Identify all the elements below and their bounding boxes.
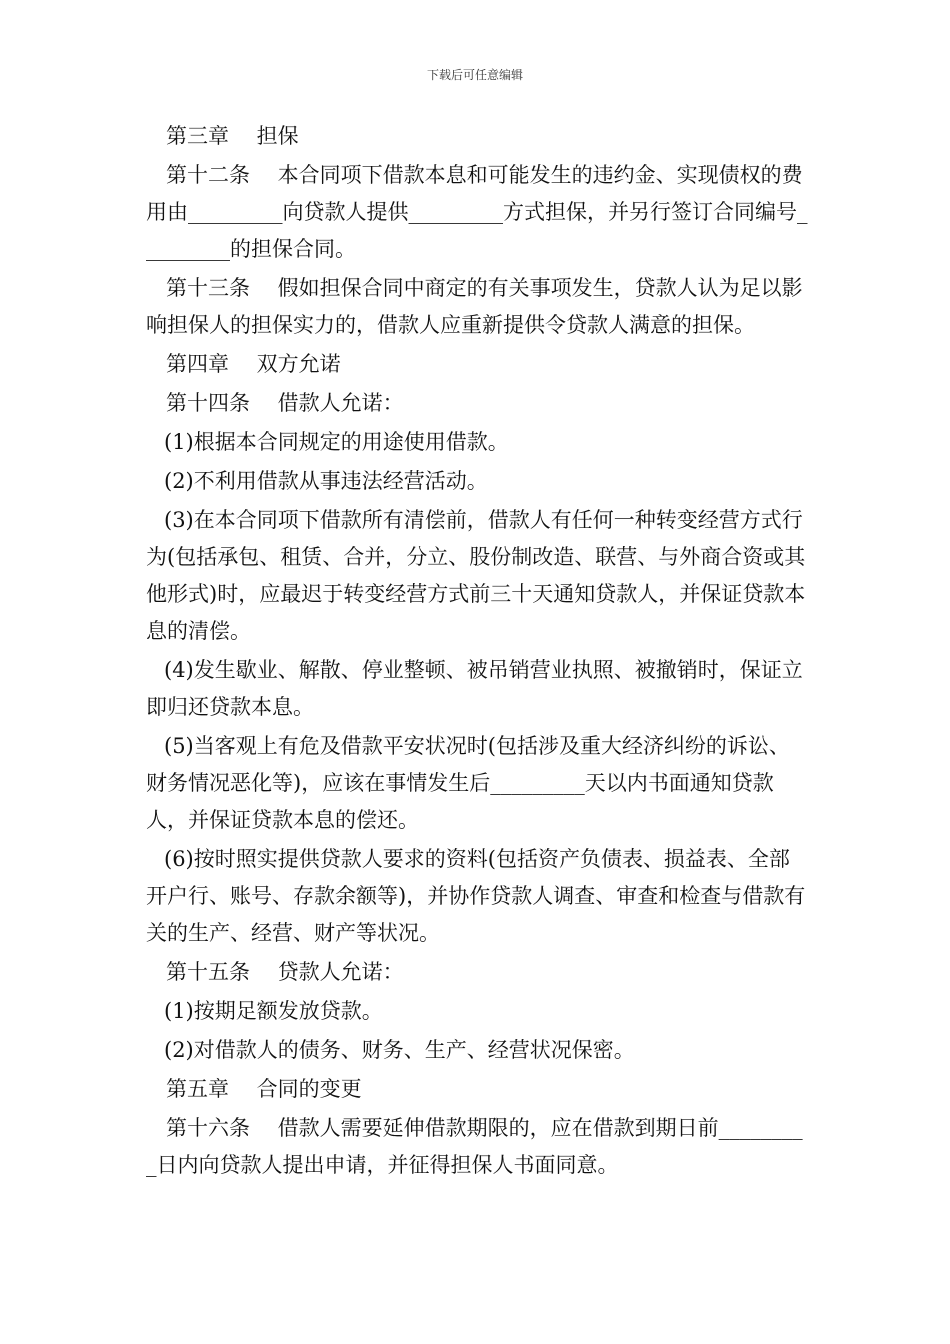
page-header: 下载后可任意编辑 [426, 68, 523, 82]
list-item: (2)对借款人的债务、财务、生产、经营状况保密。 [164, 1038, 635, 1062]
list-item: (2)不利用借款从事违法经营活动。 [164, 469, 488, 493]
chapter-heading: 第三章 担保 [166, 124, 299, 148]
list-item: (6)按时照实提供贷款人要求的资料(包括资产负债表、损益表、全部开户行、账号、存款余额等)，并协作贷款人调查、审查和检查与借款有关的生产、经营、财产等状况。 [146, 847, 806, 945]
list-item: (3)在本合同项下借款所有清偿前，借款人有任何一种转变经营方式行为(包括承包、租赁、合并，分立、股份制改造、联营、与外商合资或其他形式)时，应最迟于转变经营方式前三十天通知贷款人，并保证贷款本息的清偿。 [146, 508, 806, 643]
article-12: 第十二条 本合同项下借款本息和可能发生的违约金、实现债权的费用由_________向贷款人提供_________方式担保，并另行签订合同编号_________的担保合同。 [146, 163, 808, 261]
chapter-heading: 第四章 双方允诺 [166, 352, 341, 376]
list-item: (5)当客观上有危及借款平安状况时(包括涉及重大经济纠纷的诉讼、财务情况恶化等)，应该在事情发生后_________天以内书面通知贷款人，并保证贷款本息的偿还。 [146, 734, 790, 832]
list-item: (1)按期足额发放贷款。 [164, 999, 383, 1023]
article-15: 第十五条 贷款人允诺： [166, 960, 404, 984]
article-16: 第十六条 借款人需要延伸借款期限的，应在借款到期日前_________日内向贷款人提出申请，并征得担保人书面同意。 [146, 1116, 803, 1177]
article-13: 第十三条 假如担保合同中商定的有关事项发生，贷款人认为足以影响担保人的担保实力的，借款人应重新提供令贷款人满意的担保。 [146, 276, 803, 337]
list-item: (4)发生歇业、解散、停业整顿、被吊销营业执照、被撤销时，保证立即归还贷款本息。 [146, 658, 803, 719]
article-14: 第十四条 借款人允诺： [166, 391, 404, 415]
document-body [146, 118, 808, 1186]
chapter-heading: 第五章 合同的变更 [166, 1077, 362, 1101]
list-item: (1)根据本合同规定的用途使用借款。 [164, 430, 509, 454]
